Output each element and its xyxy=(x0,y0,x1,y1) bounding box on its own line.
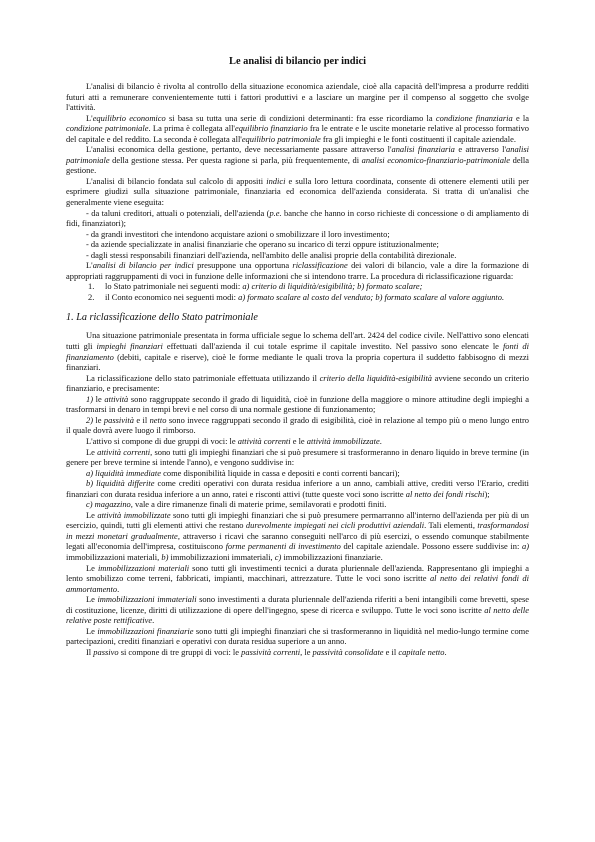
item-text: lo Stato patrimoniale nei seguenti modi: a) criterio di liquidità/esigibilità; b) formato scalare; xyxy=(105,281,423,292)
document-title: Le analisi di bilancio per indici xyxy=(229,56,366,67)
item-number: 2. xyxy=(88,291,95,302)
section-body xyxy=(66,330,529,657)
section-paragraph: a) liquidità immediate come disponibilità liquide in cassa e depositi e conti correnti bancari); xyxy=(86,467,400,478)
item-number: 1. xyxy=(88,281,95,292)
paragraph: L'analisi economica della gestione, pertanto, deve necessariamente passare attraverso l'analisi finanziaria e attraverso l'analisi patrimoniale della gestione stessa. Per questa ragione si parla, più frequentemente, di analisi economico-finanziario-patrimoniale della gestione. xyxy=(66,144,530,176)
paragraph: L'analisi di bilancio per indici presuppone una opportuna riclassificazione dei valori di bilancio, vale a dire la formazione di appropriati raggruppamenti di voci in funzione delle informazioni che si intendono trarre. La procedura di riclassificazione riguarda: xyxy=(66,260,529,281)
section-heading: 1. La riclassificazione dello Stato patrimoniale xyxy=(66,312,258,324)
section-paragraph: b) liquidità differite come crediti operativi con durata residua inferiore a un anno, cambiali attive, crediti verso l'Erario, crediti finanziari con durata residua inferiore a un anno, ratei e risconti attivi (tutte queste voci sono iscritte al netto dei fondi rischi); xyxy=(66,478,529,499)
section-paragraph: L'attivo si compone di due gruppi di voci: le attività correnti e le attività immobilizzate. xyxy=(86,435,382,446)
list-item: - da taluni creditori, attuali o potenziali, dell'azienda (p.e. banche che hanno in corso richieste di concessione o di ampliamento di fidi, finanziatori); xyxy=(66,207,529,229)
section-paragraph: 1) le attività sono raggruppate secondo il grado di liquidità, cioè in funzione della maggiore o minore attitudine degli impieghi a trasformarsi in denaro in tempi brevi e nel corso di una normale gestione di funzionamento; xyxy=(66,393,530,415)
section-paragraph: Le immobilizzazioni materiali sono tutti gli investimenti tecnici a durata pluriennale dell'azienda. Rappresentano gli impieghi a lento smobilizzo come terreni, fabbricati, impianti, macchinari, attrezzature. Tutte le voci sono iscritte al netto dei relativi fondi di ammortamento. xyxy=(66,562,529,594)
item-text: il Conto economico nei seguenti modi: a) formato scalare al costo del venduto; b) formato scalare al valore aggiunto. xyxy=(105,291,505,302)
section-paragraph: c) magazzino, vale a dire rimanenze finali di materie prime, semilavorati e prodotti finiti. xyxy=(86,499,387,510)
paragraph: L'analisi di bilancio fondata sul calcolo di appositi indici e sulla loro lettura coordinata, consente di ottenere elementi utili per esprimere giudizi sulla situazione patrimoniale, finanziaria ed economica dell'azienda considerata. Si tratta di un'analisi che generalmente viene eseguita: xyxy=(66,175,529,208)
section-paragraph: Una situazione patrimoniale presentata in forma ufficiale segue lo schema dell'art. 2424 del codice civile. Nell'attivo sono elencati tutti gli impieghi finanziari effettuati dall'azienda il cui totale esprime il capitale investito. Nel passivo sono elencate le fonti di finanziamento (debiti, capitale e riserve), cioè le forme mediante le quali trova la propria copertura il suddetto fabbisogno di mezzi finanziari. xyxy=(66,330,529,373)
section-paragraph: La riclassificazione dello stato patrimoniale effettuata utilizzando il criterio della liquidità-esigibilità avviene secondo un criterio finanziario, e precisamente: xyxy=(66,372,529,394)
numbered-list xyxy=(66,281,529,302)
document-page xyxy=(66,56,529,657)
list-item: - da grandi investitori che intendono acquistare azioni o smobilizzare il loro investimento; xyxy=(86,228,390,239)
section-paragraph: 2) le passività e il netto sono invece raggruppati secondo il grado di esigibilità, cioè in relazione al tempo più o meno lungo entro il quale dovrà avere luogo il rimborso. xyxy=(66,414,529,436)
numbered-item xyxy=(66,292,529,303)
list-item: - da aziende specializzate in analisi finanziarie che operano su incarico di terzi oppure istituzionalmente; xyxy=(86,239,439,250)
section-paragraph: Le immobilizzazioni immateriali sono investimenti a durata pluriennale dell'azienda riferiti a beni intangibili come brevetti, spese di costituzione, licenze, diritti di utilizzazione di opere dell'ingegno, spese di ricerca e sviluppo. Tutte le voci sono iscritte al netto delle relative poste rettificative. xyxy=(66,594,529,626)
list-item: - dagli stessi responsabili finanziari dell'azienda, nell'ambito delle analisi proprie della contabilità direzionale. xyxy=(86,249,457,260)
paragraph: L'analisi di bilancio è rivolta al controllo della situazione economica aziendale, cioè alla capacità dell'impresa a produrre redditi futuri atti a remunerare convenientemente tutti i fattori produttivi e a lasciare un margine per il compenso al soggetto che svolge l'attività. xyxy=(66,81,529,113)
section-paragraph: Le immobilizzazioni finanziarie sono tutti gli impieghi finanziari che si trasformeranno in liquidità nel medio-lungo termine come partecipazioni, crediti finanziari e operativi con durata residua superiore a un anno. xyxy=(66,625,529,647)
bullet-list xyxy=(66,208,529,261)
section-paragraph: Le attività correnti, sono tutti gli impieghi finanziari che si può presumere si trasformeranno in denaro liquido in breve termine (in genere per breve termine si intende l'anno), e vengono suddivise in: xyxy=(66,446,530,468)
paragraph: L'equilibrio economico si basa su tutta una serie di condizioni determinanti: fra esse ricordiamo la condizione finanziaria e la condizione patrimoniale. La prima è collegata all'equilibrio finanziario fra le entrate e le uscite monetarie relative al processo formativo del capitale e del reddito. La seconda è collegata all'equilibrio patrimoniale fra gli impieghi e le fonti costituenti il capitale aziendale. xyxy=(66,112,530,144)
section-paragraph: Il passivo si compone di tre gruppi di voci: le passività correnti, le passività consolidate e il capitale netto. xyxy=(86,646,447,657)
section-paragraph: Le attività immobilizzate sono tutti gli impieghi finanziari che si può presumere permarranno all'interno dell'azienda per più di un esercizio, quindi, tutti gli elementi attivi che restano durevolmente impiegati nei cicli produttivi aziendali. Tali elementi, trasformandosi in mezzi monetari gradualmente, attraverso i ricavi che saranno conseguiti nell'arco di più esercizi, o essendo comunque stabilmente legati all'economia dell'impresa, costituiscono forme permanenti di investimento del capitale aziendale. Possono essere suddivise in: a) immobilizzazioni materiali, b) immobilizzazioni immateriali, c) immobilizzazioni finanziarie. xyxy=(66,509,530,562)
intro-paragraphs xyxy=(66,81,529,208)
numbered-item xyxy=(66,281,529,292)
